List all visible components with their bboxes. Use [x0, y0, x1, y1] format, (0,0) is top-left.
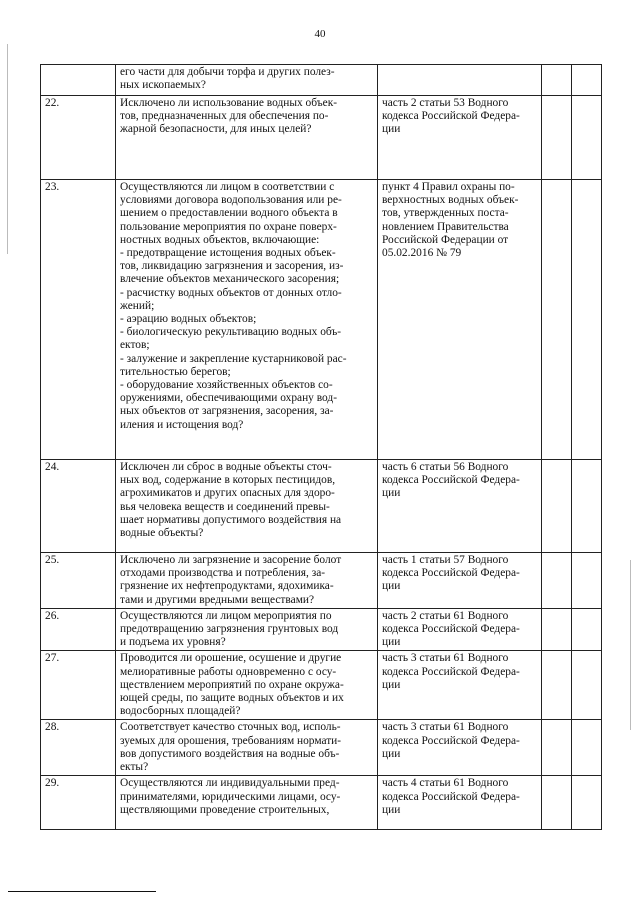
legal-reference-cell — [378, 460, 542, 553]
item-number: 23. — [41, 180, 116, 460]
reference-line: часть 1 статьи 57 Водного — [382, 554, 509, 566]
reference-line: часть 2 статьи 61 Водного — [382, 609, 509, 622]
answer-cell — [542, 720, 572, 776]
reference-line: 05.02.2016 № 79 — [382, 247, 462, 260]
table-row — [41, 651, 602, 720]
legal-reference-cell — [378, 776, 542, 830]
question-cell — [116, 720, 378, 776]
question-line: екты? — [120, 761, 149, 774]
item-number: 27. — [41, 651, 116, 720]
reference-line: ции — [382, 487, 401, 500]
question-cell — [116, 180, 378, 460]
item-number: 25. — [41, 553, 116, 609]
answer-cell — [542, 608, 572, 651]
question-line: водосборных площадей? — [120, 705, 241, 718]
checklist-table — [40, 64, 602, 830]
legal-reference-cell — [378, 651, 542, 720]
question-line: Исключено ли загрязнение и засорение болот — [120, 554, 342, 566]
reference-line: часть 4 статьи 61 Водного — [382, 777, 509, 790]
reference-line: ции — [382, 747, 401, 760]
legal-reference-cell — [378, 553, 542, 609]
question-line: ных ископаемых? — [120, 79, 206, 92]
table-row — [41, 776, 602, 830]
reference-line: кодекса Российской Федера- — [382, 665, 520, 678]
question-line: ных объектов от загрязнения, засорения, за- — [120, 405, 334, 418]
question-line: ных вод, содержание в которых пестицидов, — [120, 474, 336, 487]
question-line: - биологическую рекультивацию водных объ- — [120, 326, 342, 339]
scan-edge-mark — [7, 44, 8, 254]
question-line: - расчистку водных объектов от донных отло- — [120, 286, 342, 299]
question-cell — [116, 651, 378, 720]
note-cell — [572, 460, 602, 553]
question-line: ектов; — [120, 339, 150, 352]
question-line: шением о предоставлении водного объекта в — [120, 207, 338, 220]
table-row — [41, 553, 602, 609]
answer-cell — [542, 651, 572, 720]
question-line: Осуществляются ли лицом в соответствии с — [120, 181, 335, 193]
question-line: грязнение их нефтепродуктами, ядохимика- — [120, 580, 334, 593]
question-line: влечение объектов механического засорения; — [120, 273, 340, 286]
question-line: Осуществляются ли лицом мероприятия по — [120, 609, 332, 622]
answer-cell — [542, 553, 572, 609]
question-line: - залужение и закрепление кустарниковой рас- — [120, 352, 347, 365]
question-line: агрохимикатов и других опасных для здоро- — [120, 487, 335, 500]
question-line: условиями договора водопользования или ре- — [120, 194, 342, 207]
legal-reference-cell — [378, 608, 542, 651]
table-row — [41, 96, 602, 180]
question-line: предотвращению загрязнения грунтовых вод — [120, 623, 339, 636]
page-number: 40 — [314, 28, 326, 40]
question-cell — [116, 608, 378, 651]
note-cell — [572, 180, 602, 460]
question-line: иления и истощения вод? — [120, 418, 244, 431]
question-line: мелиоративные работы одновременно с осу- — [120, 665, 337, 678]
question-line: зуемых для орошения, требованиям нормати- — [120, 734, 342, 747]
question-cell — [116, 776, 378, 830]
reference-line: Российской Федерации от — [382, 233, 509, 246]
table-row — [41, 65, 602, 96]
question-line: тов, предназначенных для обеспечения по- — [120, 110, 329, 123]
reference-line: ции — [382, 803, 401, 816]
question-line: оружениями, обеспечивающими охрану вод- — [120, 392, 337, 405]
legal-reference-cell — [378, 65, 542, 96]
legal-reference-cell — [378, 180, 542, 460]
item-number: 29. — [41, 776, 116, 830]
reference-line: новлением Правительства — [382, 220, 509, 233]
item-number — [41, 65, 116, 96]
reference-line: кодекса Российской Федера- — [382, 623, 520, 636]
legal-reference-cell — [378, 720, 542, 776]
question-line: принимателями, юридическими лицами, осу- — [120, 790, 341, 803]
question-line: Проводится ли орошение, осушение и другие — [120, 652, 342, 665]
note-cell — [572, 720, 602, 776]
note-cell — [572, 96, 602, 180]
item-number: 28. — [41, 720, 116, 776]
table-row — [41, 180, 602, 460]
question-line: шает нормативы допустимого воздействия на — [120, 513, 342, 526]
question-line: - предотвращение истощения водных объек- — [120, 247, 336, 260]
answer-cell — [542, 65, 572, 96]
question-line: ществлением мероприятий по охране окружа- — [120, 678, 344, 691]
question-line: водные объекты? — [120, 527, 204, 540]
reference-line: ции — [382, 580, 401, 593]
question-line: ностных водных объектов, включающие: — [120, 233, 320, 246]
scan-edge-mark — [630, 560, 631, 730]
reference-line: кодекса Российской Федера- — [382, 734, 520, 747]
question-line: Осуществляются ли индивидуальными пред- — [120, 777, 340, 790]
legal-reference-cell — [378, 96, 542, 180]
question-line: - оборудование хозяйственных объектов со- — [120, 379, 333, 392]
question-line: Соответствует качество сточных вод, исполь- — [120, 721, 341, 734]
note-cell — [572, 651, 602, 720]
question-line: отходами производства и потребления, за- — [120, 567, 326, 580]
answer-cell — [542, 776, 572, 830]
question-cell — [116, 553, 378, 609]
reference-line: часть 2 статьи 53 Водного — [382, 97, 509, 109]
question-line: его части для добычи торфа и других полез- — [120, 66, 335, 78]
question-cell — [116, 460, 378, 553]
question-line: тами и другими вредными веществами? — [120, 593, 315, 606]
question-line: жарной безопасности, для иных целей? — [120, 123, 312, 136]
question-line: вья человека веществ и соединений превы- — [120, 500, 330, 513]
reference-line: пункт 4 Правил охраны по- — [382, 181, 515, 193]
item-number: 24. — [41, 460, 116, 553]
note-cell — [572, 65, 602, 96]
table-row — [41, 720, 602, 776]
reference-line: верхностных водных объек- — [382, 194, 519, 207]
question-line: вов допустимого воздействия на водные объ- — [120, 747, 340, 760]
question-line: Исключено ли использование водных объек- — [120, 97, 338, 109]
answer-cell — [542, 180, 572, 460]
question-line: тительностью берегов; — [120, 365, 231, 378]
reference-line: кодекса Российской Федера- — [382, 567, 520, 580]
question-line: ществляющими проведение строительных, — [120, 803, 330, 816]
question-cell — [116, 65, 378, 96]
note-cell — [572, 776, 602, 830]
question-line: тов, ликвидацию загрязнения и засорения, из- — [120, 260, 344, 273]
item-number: 26. — [41, 608, 116, 651]
reference-line: ции — [382, 636, 401, 649]
reference-line: часть 3 статьи 61 Водного — [382, 652, 509, 665]
reference-line: кодекса Российской Федера- — [382, 790, 520, 803]
question-line: - аэрацию водных объектов; — [120, 313, 257, 326]
reference-line: ции — [382, 123, 401, 136]
question-line: пользование мероприятия по охране поверх- — [120, 220, 337, 233]
question-line: и подъема их уровня? — [120, 636, 226, 649]
note-cell — [572, 553, 602, 609]
reference-line: кодекса Российской Федера- — [382, 110, 520, 123]
reference-line: тов, утвержденных поста- — [382, 207, 509, 220]
note-cell — [572, 608, 602, 651]
question-line: ющей среды, по защите водных объектов и их — [120, 692, 344, 705]
answer-cell — [542, 96, 572, 180]
footnote-rule — [8, 891, 156, 892]
table-row — [41, 608, 602, 651]
reference-line: часть 6 статьи 56 Водного — [382, 461, 509, 473]
question-line: Исключен ли сброс в водные объекты сточ- — [120, 461, 332, 473]
item-number: 22. — [41, 96, 116, 180]
table-row — [41, 460, 602, 553]
reference-line: кодекса Российской Федера- — [382, 474, 520, 487]
answer-cell — [542, 460, 572, 553]
reference-line: ции — [382, 678, 401, 691]
question-line: жений; — [120, 299, 155, 312]
question-cell — [116, 96, 378, 180]
reference-line: часть 3 статьи 61 Водного — [382, 721, 509, 734]
